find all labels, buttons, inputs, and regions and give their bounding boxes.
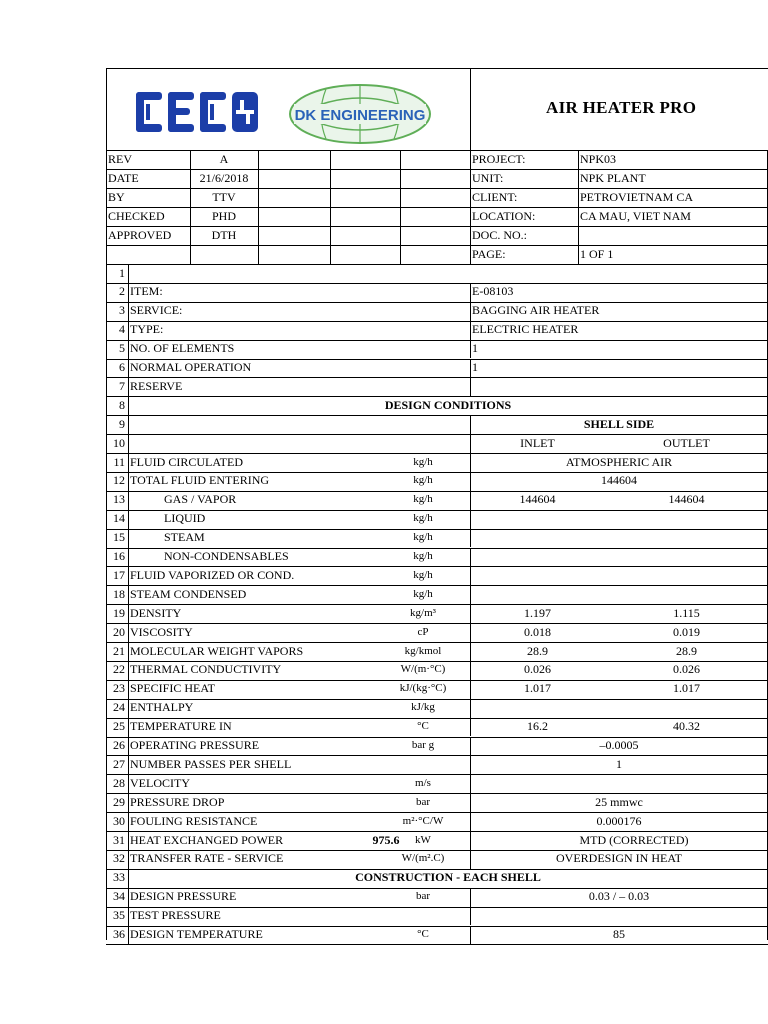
row-number: 16 [113, 549, 125, 563]
row-unit: m/s [415, 776, 431, 789]
project-info-value: 1 OF 1 [580, 247, 614, 261]
section-subheader: SHELL SIDE [583, 416, 655, 431]
row-number: 3 [119, 303, 125, 318]
project-info-label: CLIENT: [472, 190, 518, 204]
row-unit: kJ/kg [411, 701, 435, 714]
row-label: ENTHALPY [130, 700, 194, 715]
heat-power-value: 975.6 [372, 832, 400, 847]
row-unit: kg/h [413, 512, 433, 525]
row-value: 85 [613, 927, 625, 941]
row-number: 29 [113, 794, 125, 809]
inlet-value: 0.026 [524, 662, 551, 677]
row-number: 35 [113, 908, 125, 923]
row-label: NUMBER PASSES PER SHELL [130, 756, 292, 771]
inlet-value: 1.017 [524, 681, 551, 696]
row-value: 1 [616, 756, 622, 771]
revision-label: APPROVED [108, 228, 172, 242]
row-unit: W/(m·°C) [400, 663, 446, 676]
revision-label: REV [108, 152, 132, 166]
row-number: 10 [113, 435, 125, 450]
ceco-logo [136, 90, 258, 136]
row-unit: kg/kmol [404, 644, 442, 657]
row-unit: °C [417, 720, 429, 733]
row-number: 8 [119, 397, 125, 412]
project-info-value: PETROVIETNAM CA [580, 190, 693, 204]
row-number: 9 [119, 416, 125, 431]
row-unit: kg/h [413, 550, 433, 562]
row-value: E-08103 [472, 284, 514, 299]
row-unit: kg/h [413, 587, 433, 600]
inlet-value: 16.2 [527, 719, 548, 734]
row-label: LIQUID [164, 511, 206, 526]
row-unit: bar g [411, 739, 435, 751]
row-unit: W/(m².C) [401, 852, 445, 865]
row-unit: bar [415, 890, 431, 903]
row-unit: kg/h [413, 531, 433, 544]
outlet-value: 1.017 [673, 681, 700, 696]
row-value: ELECTRIC HEATER [472, 322, 579, 337]
row-unit: bar [415, 795, 431, 808]
row-label: SERVICE: [130, 303, 183, 318]
row-number: 25 [113, 719, 125, 734]
row-unit: kg/h [413, 493, 433, 506]
dk-engineering-logo [286, 82, 434, 146]
row-unit: kg/m³ [410, 606, 436, 619]
row-label: TRANSFER RATE - SERVICE [130, 851, 284, 866]
project-info-label: DOC. NO.: [472, 228, 528, 242]
row-value: 0.000176 [596, 813, 642, 828]
outlet-value: 0.026 [673, 662, 700, 677]
section-header: CONSTRUCTION - EACH SHELL [355, 870, 541, 885]
outlet-value: 28.9 [676, 643, 697, 658]
row-number: 32 [113, 851, 125, 866]
row-label: TEST PRESSURE [130, 908, 221, 923]
row-number: 12 [113, 473, 125, 488]
row-number: 19 [113, 605, 125, 620]
row-label: STEAM [164, 530, 205, 545]
row-number: 36 [113, 927, 125, 941]
row-label: SPECIFIC HEAT [130, 681, 216, 696]
outlet-value: 40.32 [673, 719, 700, 734]
row-number: 21 [113, 643, 125, 658]
project-info-value: NPK PLANT [580, 171, 646, 185]
row-label: MOLECULAR WEIGHT VAPORS [130, 643, 304, 658]
row-number: 11 [113, 454, 125, 469]
revision-value: TTV [212, 190, 236, 204]
row-label: TOTAL FLUID ENTERING [130, 473, 270, 488]
row-value: 1 [472, 341, 478, 356]
project-info-value: CA MAU, VIET NAM [580, 209, 691, 223]
row-label: DESIGN PRESSURE [130, 889, 237, 904]
row-number: 22 [113, 662, 125, 677]
revision-label: DATE [108, 171, 139, 185]
row-number: 1 [119, 265, 125, 280]
row-number: 26 [113, 738, 125, 752]
row-label: FLUID VAPORIZED OR COND. [130, 567, 295, 582]
row-value: –0.0005 [599, 738, 639, 752]
revision-value: PHD [211, 209, 236, 223]
row-number: 28 [113, 775, 125, 790]
project-info-label: LOCATION: [472, 209, 536, 223]
row-label: HEAT EXCHANGED POWER [130, 832, 284, 847]
row-number: 23 [113, 681, 125, 696]
row-number: 6 [119, 360, 125, 374]
project-info-label: PAGE: [472, 247, 506, 261]
row-label: GAS / VAPOR [164, 492, 237, 507]
row-number: 7 [119, 378, 125, 393]
row-number: 33 [113, 870, 125, 885]
outlet-value: 0.019 [673, 624, 700, 639]
inlet-value: INLET [520, 435, 555, 450]
row-value: 1 [472, 360, 478, 374]
row-value: ATMOSPHERIC AIR [565, 454, 673, 469]
row-label: FLUID CIRCULATED [130, 454, 243, 469]
row-value: OVERDESIGN IN HEAT [556, 851, 682, 866]
row-number: 2 [119, 284, 125, 299]
row-label: VISCOSITY [130, 624, 193, 639]
row-value: 144604 [601, 473, 637, 488]
row-unit: kg/h [413, 455, 433, 468]
row-unit: cP [417, 625, 429, 638]
row-label: VELOCITY [130, 775, 190, 790]
section-header: DESIGN CONDITIONS [384, 397, 512, 412]
inlet-value: 28.9 [527, 643, 548, 658]
row-number: 5 [119, 341, 125, 356]
row-number: 18 [113, 586, 125, 601]
outlet-value: 1.115 [673, 605, 700, 620]
inlet-value: 0.018 [524, 624, 551, 639]
inlet-value: 1.197 [524, 605, 551, 620]
row-label: NO. OF ELEMENTS [130, 341, 235, 356]
row-unit: m²·°C/W [402, 814, 444, 827]
row-value: 25 mmwc [595, 794, 643, 809]
row-number: 14 [113, 511, 125, 526]
row-label: THERMAL CONDUCTIVITY [130, 662, 282, 677]
document-title: AIR HEATER PRO [546, 98, 697, 117]
row-number: 31 [113, 832, 125, 847]
row-label: FOULING RESISTANCE [130, 813, 258, 828]
row-value: BAGGING AIR HEATER [472, 303, 600, 318]
row-number: 4 [119, 322, 125, 337]
row-label: DESIGN TEMPERATURE [130, 927, 263, 941]
revision-value: 21/6/2018 [199, 171, 249, 185]
row-label: TEMPERATURE IN [130, 719, 232, 734]
row-number: 15 [113, 530, 125, 545]
project-info-label: UNIT: [472, 171, 504, 185]
row-number: 13 [113, 492, 125, 507]
row-unit: kg/h [413, 474, 433, 487]
row-value: MTD (CORRECTED) [579, 832, 689, 847]
project-info-label: PROJECT: [472, 152, 526, 166]
svg-text:DK ENGINEERING: DK ENGINEERING [294, 107, 426, 124]
row-label: TYPE: [130, 322, 164, 337]
outlet-value: 144604 [668, 492, 705, 507]
row-label: PRESSURE DROP [130, 794, 225, 809]
outlet-value: OUTLET [663, 435, 710, 450]
revision-label: BY [108, 190, 125, 204]
project-info-value: NPK03 [580, 152, 617, 166]
row-number: 17 [113, 567, 125, 582]
row-label: ITEM: [130, 284, 163, 299]
row-label: OPERATING PRESSURE [130, 738, 260, 752]
row-label: NON-CONDENSABLES [164, 549, 289, 563]
revision-value: DTH [211, 228, 237, 242]
row-unit: kg/h [413, 568, 433, 581]
revision-value: A [219, 152, 229, 166]
row-value: 0.03 / – 0.03 [588, 889, 650, 904]
row-unit: °C [417, 928, 429, 940]
datasheet [106, 68, 768, 940]
row-number: 24 [113, 700, 125, 715]
row-number: 30 [113, 813, 125, 828]
row-number: 34 [113, 889, 125, 904]
row-number: 27 [113, 756, 125, 771]
row-label: DENSITY [130, 605, 182, 620]
inlet-value: 144604 [519, 492, 556, 507]
revision-label: CHECKED [108, 209, 165, 223]
row-number: 20 [113, 624, 125, 639]
row-label: NORMAL OPERATION [130, 360, 252, 374]
row-label: RESERVE [130, 378, 183, 393]
row-unit: kW [415, 833, 431, 846]
row-label: STEAM CONDENSED [130, 586, 247, 601]
row-unit: kJ/(kg·°C) [399, 682, 447, 695]
